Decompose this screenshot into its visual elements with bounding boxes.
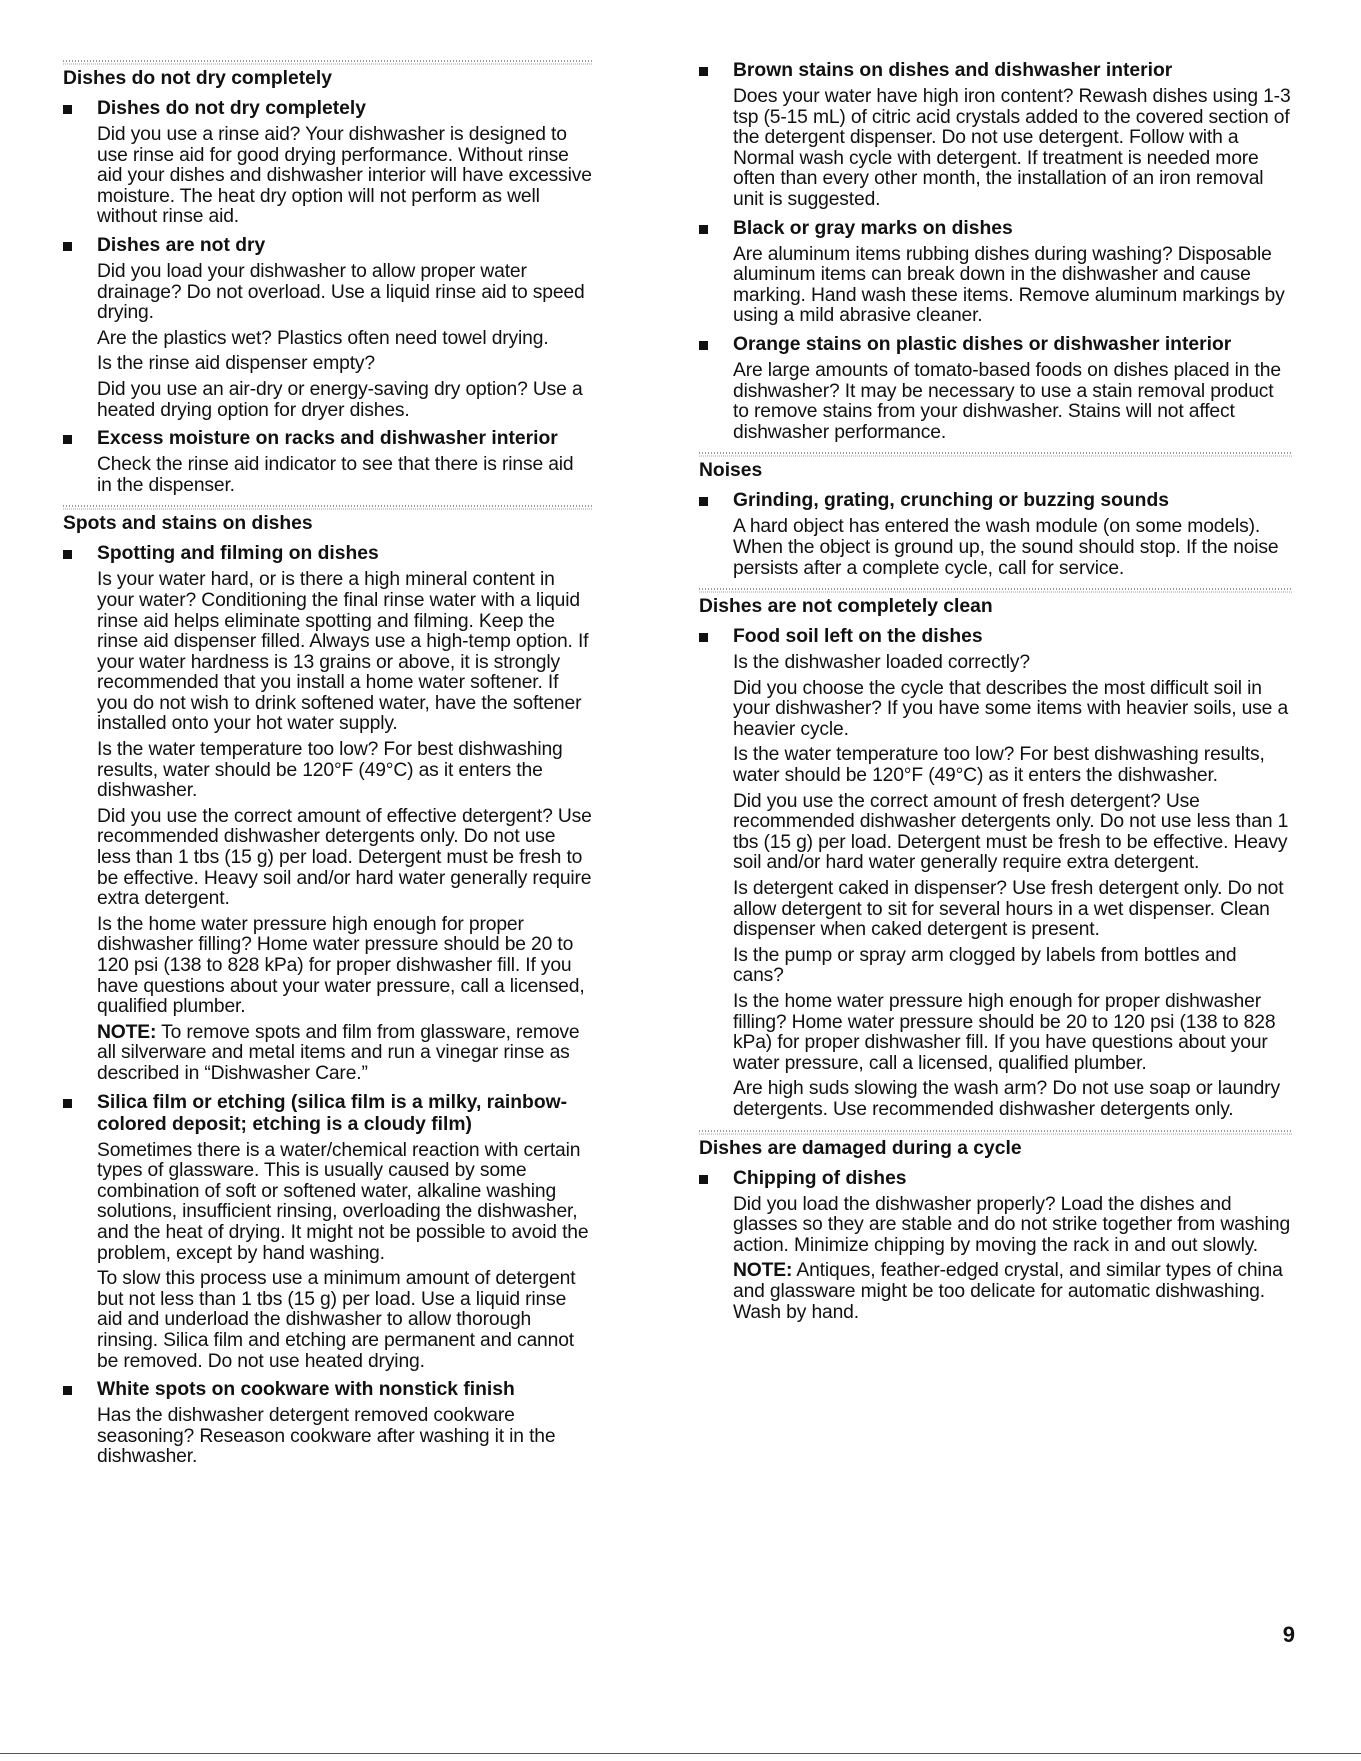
bullet-icon bbox=[699, 341, 708, 350]
issue-item bbox=[699, 60, 1292, 211]
issue-item bbox=[63, 428, 593, 496]
issue-paragraph: Sometimes there is a water/chemical reaction with certain types of glassware. This is usually caused by some combination of soft or softened water, alkaline washing solutions, insufficient rinsing, overloading the dishwasher, and the heat of drying. It might not be possible to avoid the problem, except by hand washing. bbox=[97, 1139, 589, 1264]
section bbox=[699, 450, 1292, 579]
right-column bbox=[699, 58, 1292, 1330]
issue-title: White spots on cookware with nonstick finish bbox=[97, 1379, 515, 1401]
note-paragraph bbox=[97, 1023, 593, 1085]
section-title: Dishes are not completely clean bbox=[699, 596, 993, 618]
issue-paragraph: Are the plastics wet? Plastics often need towel drying. bbox=[97, 327, 549, 349]
issue-paragraph: To slow this process use a minimum amount of detergent but not less than 1 tbs (15 g) per load. Use a liquid rinse aid and underload the dishwasher to allow thorough rinsing. Silica film and etching are permanent and cannot be removed. Do not use heated drying. bbox=[97, 1268, 576, 1372]
section-title: Dishes do not dry completely bbox=[63, 68, 332, 89]
left-column bbox=[63, 58, 593, 1475]
section-title: Spots and stains on dishes bbox=[63, 513, 313, 535]
issue-title: Food soil left on the dishes bbox=[733, 626, 983, 648]
section-divider bbox=[63, 58, 593, 65]
bullet-icon bbox=[63, 550, 72, 559]
note-text: To remove spots and film from glassware, remove all silverware and metal items and run a vinegar rinse as described in “Dishwasher Care.” bbox=[97, 1021, 580, 1084]
issue-item bbox=[699, 490, 1292, 579]
issue-title: Dishes do not dry completely bbox=[97, 98, 366, 119]
note-paragraph bbox=[733, 1261, 1292, 1323]
issue-paragraph: A hard object has entered the wash module (on some models). When the object is ground up, the sound should stop. If the noise persists after a complete cycle, call for service. bbox=[733, 516, 1279, 579]
section-divider bbox=[699, 1128, 1292, 1135]
section-divider bbox=[699, 450, 1292, 457]
issue-paragraph: Did you load your dishwasher to allow proper water drainage? Do not overload. Use a liquid rinse aid to speed drying. bbox=[97, 260, 585, 324]
issue-paragraph: Did you use the correct amount of fresh detergent? Use recommended dishwasher detergents only. Do not use less than 1 tbs (15 g) per load. Detergent must be fresh to be effective. Heavy soil and/or hard water generally require extra detergent. bbox=[733, 790, 1289, 874]
issue-item bbox=[699, 218, 1292, 327]
issue-paragraph: Are aluminum items rubbing dishes during washing? Disposable aluminum items can break down in the dishwasher and cause marking. Hand wash these items. Remove aluminum markings by using a mild abrasive cleaner. bbox=[733, 243, 1285, 327]
issue-paragraph: Is the pump or spray arm clogged by labels from bottles and cans? bbox=[733, 944, 1237, 987]
section-divider bbox=[63, 503, 593, 510]
bullet-icon bbox=[63, 105, 72, 114]
issue-title: Grinding, grating, crunching or buzzing sounds bbox=[733, 490, 1169, 512]
section bbox=[699, 586, 1292, 1120]
note-text: Antiques, feather-edged crystal, and similar types of china and glassware might be too delicate for automatic dishwashing. Wash by hand. bbox=[733, 1260, 1283, 1323]
bullet-icon bbox=[63, 1099, 72, 1108]
issue-paragraph: Has the dishwasher detergent removed cookware seasoning? Reseason cookware after washing it in the dishwasher. bbox=[97, 1405, 556, 1468]
issue-item bbox=[699, 1168, 1292, 1324]
issue-title: Brown stains on dishes and dishwasher interior bbox=[733, 60, 1173, 81]
section-title: Noises bbox=[699, 460, 763, 482]
section bbox=[63, 503, 593, 1468]
section bbox=[699, 60, 1292, 443]
issue-item bbox=[699, 334, 1292, 443]
note-label: NOTE: bbox=[97, 1021, 157, 1043]
bottom-divider bbox=[0, 1753, 1361, 1754]
issue-title: Excess moisture on racks and dishwasher interior bbox=[97, 428, 558, 450]
bullet-icon bbox=[63, 1386, 72, 1395]
issue-paragraph: Did you choose the cycle that describes the most difficult soil in your dishwasher? If you have some items with heavier soils, use a heavier cycle. bbox=[733, 677, 1289, 740]
issue-paragraph: Is the rinse aid dispenser empty? bbox=[97, 353, 375, 375]
issue-title: Dishes are not dry bbox=[97, 234, 266, 256]
issue-paragraph: Is the home water pressure high enough for proper dishwasher filling? Home water pressure should be 20 to 120 psi (138 to 828 kPa) for proper dishwasher fill. If you have questions about your water pressure, call a licensed, qualified plumber. bbox=[733, 991, 1276, 1074]
issue-paragraph: Is the home water pressure high enough for proper dishwasher filling? Home water pressure should be 20 to 120 psi (138 to 828 kPa) for proper dishwasher fill. If you have questions about your water pressure, call a licensed, qualified plumber. bbox=[97, 913, 585, 1018]
section-divider bbox=[699, 586, 1292, 593]
bullet-icon bbox=[699, 497, 708, 506]
bullet-icon bbox=[699, 67, 708, 76]
section-title: Dishes are damaged during a cycle bbox=[699, 1137, 1022, 1159]
issue-item bbox=[63, 543, 593, 1084]
issue-paragraph: Are large amounts of tomato-based foods on dishes placed in the dishwasher? It may be necessary to use a stain removal product to remove stains from your dishwasher. Stains will not affect dishwasher performance. bbox=[733, 359, 1281, 443]
bullet-icon bbox=[699, 225, 708, 234]
issue-title: Chipping of dishes bbox=[733, 1167, 907, 1189]
issue-item bbox=[63, 1092, 593, 1373]
issue-paragraph: Are high suds slowing the wash arm? Do not use soap or laundry detergents. Use recommended dishwasher detergents only. bbox=[733, 1078, 1280, 1120]
issue-paragraph: Is your water hard, or is there a high mineral content in your water? Conditioning the final rinse water with a liquid rinse aid helps eliminate spotting and filming. Keep the rinse aid dispenser filled. Always use a high-temp option. If your water hardness is 13 grains or above, it is strongly recommended that you install a home water softener. If you do not wish to drink softened water, have the softener installed onto your hot water supply. bbox=[97, 569, 589, 735]
issue-item bbox=[63, 98, 593, 228]
issue-paragraph: Does your water have high iron content? Rewash dishes using 1-3 tsp (5-15 mL) of citric acid crystals added to the covered section of the detergent dispenser. Do not use detergent. Follow with a Normal wash cycle with detergent. If treatment is needed more often than every other month, the installation of an iron removal unit is suggested. bbox=[733, 86, 1291, 210]
issue-paragraph: Did you load the dishwasher properly? Load the dishes and glasses so they are stable and do not strike together from washing action. Minimize chipping by moving the rack in and out slowly. bbox=[733, 1193, 1291, 1256]
issue-item bbox=[63, 1379, 593, 1468]
issue-item bbox=[699, 626, 1292, 1120]
bullet-icon bbox=[699, 633, 708, 642]
bullet-icon bbox=[63, 435, 72, 444]
issue-paragraph: Check the rinse aid indicator to see that there is rinse aid in the dispenser. bbox=[97, 454, 574, 496]
issue-paragraph: Did you use the correct amount of effective detergent? Use recommended dishwasher detergents only. Do not use less than 1 tbs (15 g) per load. Detergent must be fresh to be effective. Heavy soil and/or hard water generally require extra detergent. bbox=[97, 805, 592, 910]
issue-title: Silica film or etching (silica film is a milky, rainbow-colored deposit; etching is a cloudy film) bbox=[97, 1091, 568, 1135]
issue-paragraph: Is the water temperature too low? For best dishwashing results, water should be 120°F (49°C) as it enters the dishwasher. bbox=[97, 739, 563, 802]
issue-paragraph: Is the water temperature too low? For best dishwashing results, water should be 120°F (49°C) as it enters the dishwasher. bbox=[733, 744, 1265, 787]
issue-paragraph: Did you use an air-dry or energy-saving dry option? Use a heated drying option for dryer dishes. bbox=[97, 378, 583, 421]
note-label: NOTE: bbox=[733, 1260, 793, 1282]
section bbox=[699, 1128, 1292, 1324]
issue-paragraph: Did you use a rinse aid? Your dishwasher is designed to use rinse aid for good drying performance. Without rinse aid your dishes and dishwasher interior will have excessive moisture. The heat dry option will not perform as well without rinse aid. bbox=[97, 124, 592, 228]
page-number: 9 bbox=[1282, 1622, 1295, 1647]
issue-item bbox=[63, 235, 593, 421]
issue-title: Orange stains on plastic dishes or dishwasher interior bbox=[733, 333, 1232, 355]
bullet-icon bbox=[63, 242, 72, 251]
bullet-icon bbox=[699, 1175, 708, 1184]
issue-paragraph: Is detergent caked in dispenser? Use fresh detergent only. Do not allow detergent to sit for several hours in a wet dispenser. Clean dispenser when caked detergent is present. bbox=[733, 878, 1284, 941]
issue-paragraph: Is the dishwasher loaded correctly? bbox=[733, 652, 1030, 674]
section bbox=[63, 58, 593, 496]
issue-title: Spotting and filming on dishes bbox=[97, 543, 379, 565]
issue-title: Black or gray marks on dishes bbox=[733, 217, 1013, 239]
